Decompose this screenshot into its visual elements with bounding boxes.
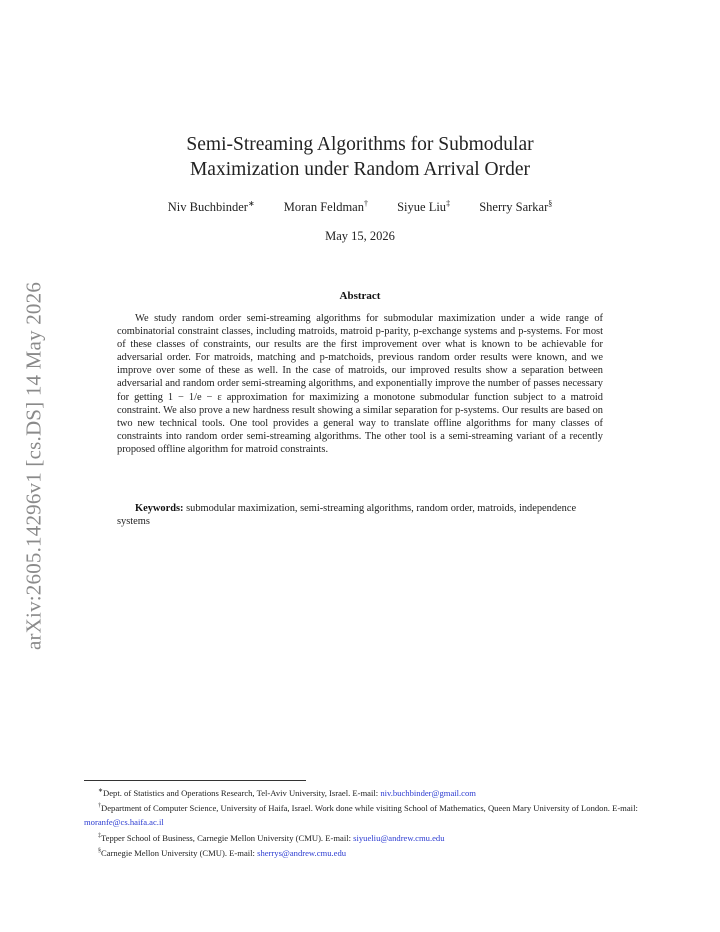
title-line-2: Maximization under Random Arrival Order: [189, 159, 531, 180]
footnote-text: Carnegie Mellon University (CMU). E-mail:: [101, 847, 258, 858]
footnote-4: [84, 845, 644, 860]
author-footnote-mark[interactable]: †: [363, 199, 368, 208]
author-name: Sherry Sarkar: [479, 200, 549, 215]
email-link[interactable]: sherrys@andrew.cmu.edu: [257, 847, 347, 858]
footnote-mark: ‡: [98, 832, 101, 839]
footnote-1: [84, 785, 644, 800]
abstract-heading: Abstract: [339, 290, 381, 302]
footnote-2: [84, 800, 644, 829]
footnote-3: [84, 830, 644, 845]
author-name: Siyue Liu: [397, 200, 447, 215]
paper-title: [0, 132, 720, 182]
author-footnote-mark[interactable]: ∗: [247, 199, 255, 208]
footnote-mark: †: [98, 803, 101, 810]
footnotes: [84, 785, 644, 860]
arxiv-identifier-stamp: arXiv:2605.14296v1 [cs.DS] 14 May 2026: [21, 281, 46, 651]
author-1: [168, 200, 255, 214]
title-line-1: Semi-Streaming Algorithms for Submodular: [186, 134, 534, 155]
keywords-label: Keywords:: [135, 503, 184, 514]
email-link[interactable]: niv.buchbinder@gmail.com: [380, 787, 476, 798]
author-3: [397, 200, 450, 214]
author-4: [479, 200, 552, 214]
author-list: [0, 199, 720, 215]
email-link[interactable]: moranfe@cs.haifa.ac.il: [84, 816, 164, 827]
footnote-divider: [84, 780, 306, 781]
footnote-text: Dept. of Statistics and Operations Research, Tel-Aviv University, Israel. E-mail:: [103, 787, 381, 798]
footnote-text: Tepper School of Business, Carnegie Mellon University (CMU). E-mail:: [101, 832, 354, 843]
keywords-paragraph: [117, 502, 603, 528]
author-name: Niv Buchbinder: [167, 200, 248, 215]
author-2: [284, 200, 368, 214]
abstract-body: We study random order semi-streaming algorithms for submodular maximization under a wide range of combinatorial constraint classes, including matroids, matroid p-parity, p-exchange systems and p-systems. For most of these classes of constraints, our results are the first improvement over what is known to be achievable for adversarial order. For matroids, matching and p-matchoids, previous random order results were known, and we improve over some of these as well. In the case of matroids, our improved results show a separation between adversarial and random order semi-streaming algorithms, and exponentially improve the number of passes necessary for getting 1 − 1/e − ε approximation for maximizing a monotone submodular function subject to a matroid constraint. We also prove a new hardness result showing a similar separation for p-systems. Our results are based on two new technical tools. One tool provides a general way to translate offline algorithms for many classes of constraints into random order semi-streaming algorithms. The other tool is a semi-streaming variant of a recently proposed offline algorithm for matroid constraints.: [117, 313, 603, 455]
footnote-mark: ∗: [98, 788, 104, 794]
keywords-text: submodular maximization, semi-streaming algorithms, random order, matroids, independence systems: [117, 503, 577, 528]
footnote-mark: §: [98, 847, 101, 854]
footnote-text: Department of Computer Science, University of Haifa, Israel. Work done while visiting School of Mathematics, Queen Mary University of London. E-mail:: [101, 803, 638, 814]
author-footnote-mark[interactable]: ‡: [446, 199, 451, 208]
publication-date: May 15, 2026: [325, 229, 395, 243]
author-footnote-mark[interactable]: §: [548, 199, 553, 208]
author-name: Moran Feldman: [283, 200, 364, 215]
email-link[interactable]: siyueliu@andrew.cmu.edu: [353, 832, 445, 843]
